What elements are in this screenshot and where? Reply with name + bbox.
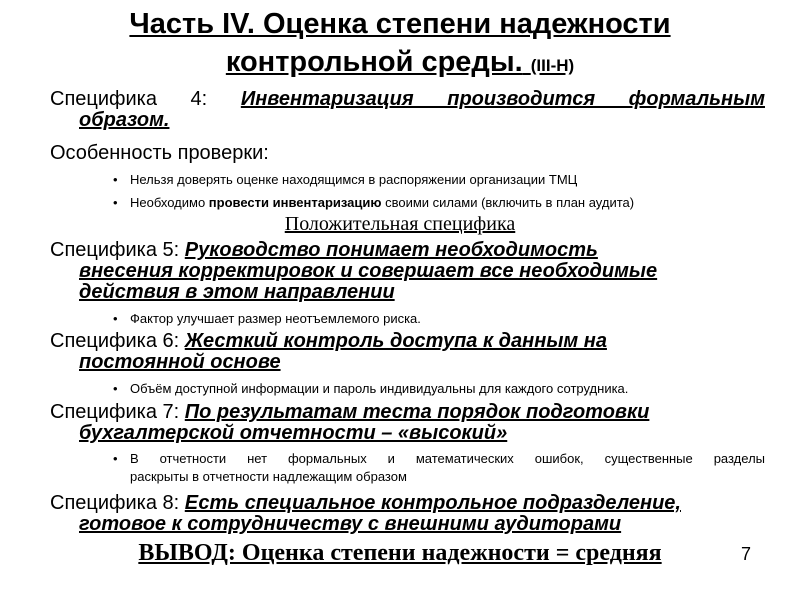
spec-7 <box>50 402 765 444</box>
spec-8-label: Специфика 8: <box>50 492 185 514</box>
check-bullet-2 <box>130 194 765 212</box>
spec-8-text: Есть специальное контрольное подразделение, <box>184 492 681 514</box>
spec-7-label: Специфика 7: <box>50 401 185 423</box>
slide-title-main: контрольной среды. <box>225 46 523 78</box>
slide-title-code: (III-H) <box>530 56 575 75</box>
spec-7-text-cont: бухгалтерской отчетности – «высокий» <box>79 422 508 444</box>
spec-4-line1 <box>50 89 765 110</box>
spec-4 <box>50 89 765 131</box>
spec-7-line1 <box>50 402 765 423</box>
spec-7-bullet-line2: раскрыты в отчетности надлежащим образом <box>130 469 407 484</box>
check-bullet-2-post: своими силами (включить в план аудита) <box>381 195 635 210</box>
spec-4-text-cont: образом. <box>79 109 170 131</box>
slide-title-line1: Часть IV. Оценка степени надежности <box>129 8 671 40</box>
spec-6-label: Специфика 6: <box>50 330 185 352</box>
spec-6-text-cont: постоянной основе <box>79 351 281 373</box>
spec-5 <box>50 240 765 303</box>
spec-5-text-cont1: внесения корректировок и совершает все необходимые <box>79 260 658 282</box>
spec-5-bullet: • Фактор улучшает размер неотъемлемого риска. <box>130 310 765 328</box>
spec-5-text-cont2: действия в этом направлении <box>79 281 395 303</box>
spec-8 <box>50 493 765 535</box>
check-label: Особенность проверки: <box>50 142 269 164</box>
spec-8-text-cont: готовое к сотрудничеству с внешними аудиторами <box>79 513 622 535</box>
spec-4-text: Инвентаризация производится формальным <box>240 88 765 110</box>
spec-7-bullet <box>130 450 765 486</box>
conclusion: ВЫВОД: Оценка степени надежности = средняя <box>138 540 662 566</box>
spec-6-text: Жесткий контроль доступа к данным на <box>184 330 607 352</box>
check-bullet-2-pre: Необходимо <box>130 195 209 210</box>
spec-7-text: По результатам теста порядок подготовки <box>184 401 650 423</box>
spec-5-line1 <box>50 240 765 261</box>
spec-8-line1 <box>50 493 765 514</box>
page-number: 7 <box>741 544 752 564</box>
positive-heading: Положительная специфика <box>284 213 516 235</box>
spec-5-label: Специфика 5: <box>50 239 185 261</box>
spec-7-bullet-line1: • В отчетности нет формальных и математических ошибок, существенные разделы <box>130 451 765 466</box>
slide-title-line2 <box>40 44 760 84</box>
spec-6-bullet: • Объём доступной информации и пароль индивидуальны для каждого сотрудника. <box>130 380 765 398</box>
spec-6 <box>50 331 765 373</box>
spec-5-text: Руководство понимает необходимость <box>184 239 598 261</box>
spec-4-label: Специфика 4: <box>50 88 241 110</box>
check-bullet-1: • Нельзя доверять оценке находящимся в распоряжении организации ТМЦ <box>130 171 765 189</box>
check-bullet-2-bold: провести инвентаризацию <box>208 195 382 210</box>
spec-6-line1 <box>50 331 765 352</box>
